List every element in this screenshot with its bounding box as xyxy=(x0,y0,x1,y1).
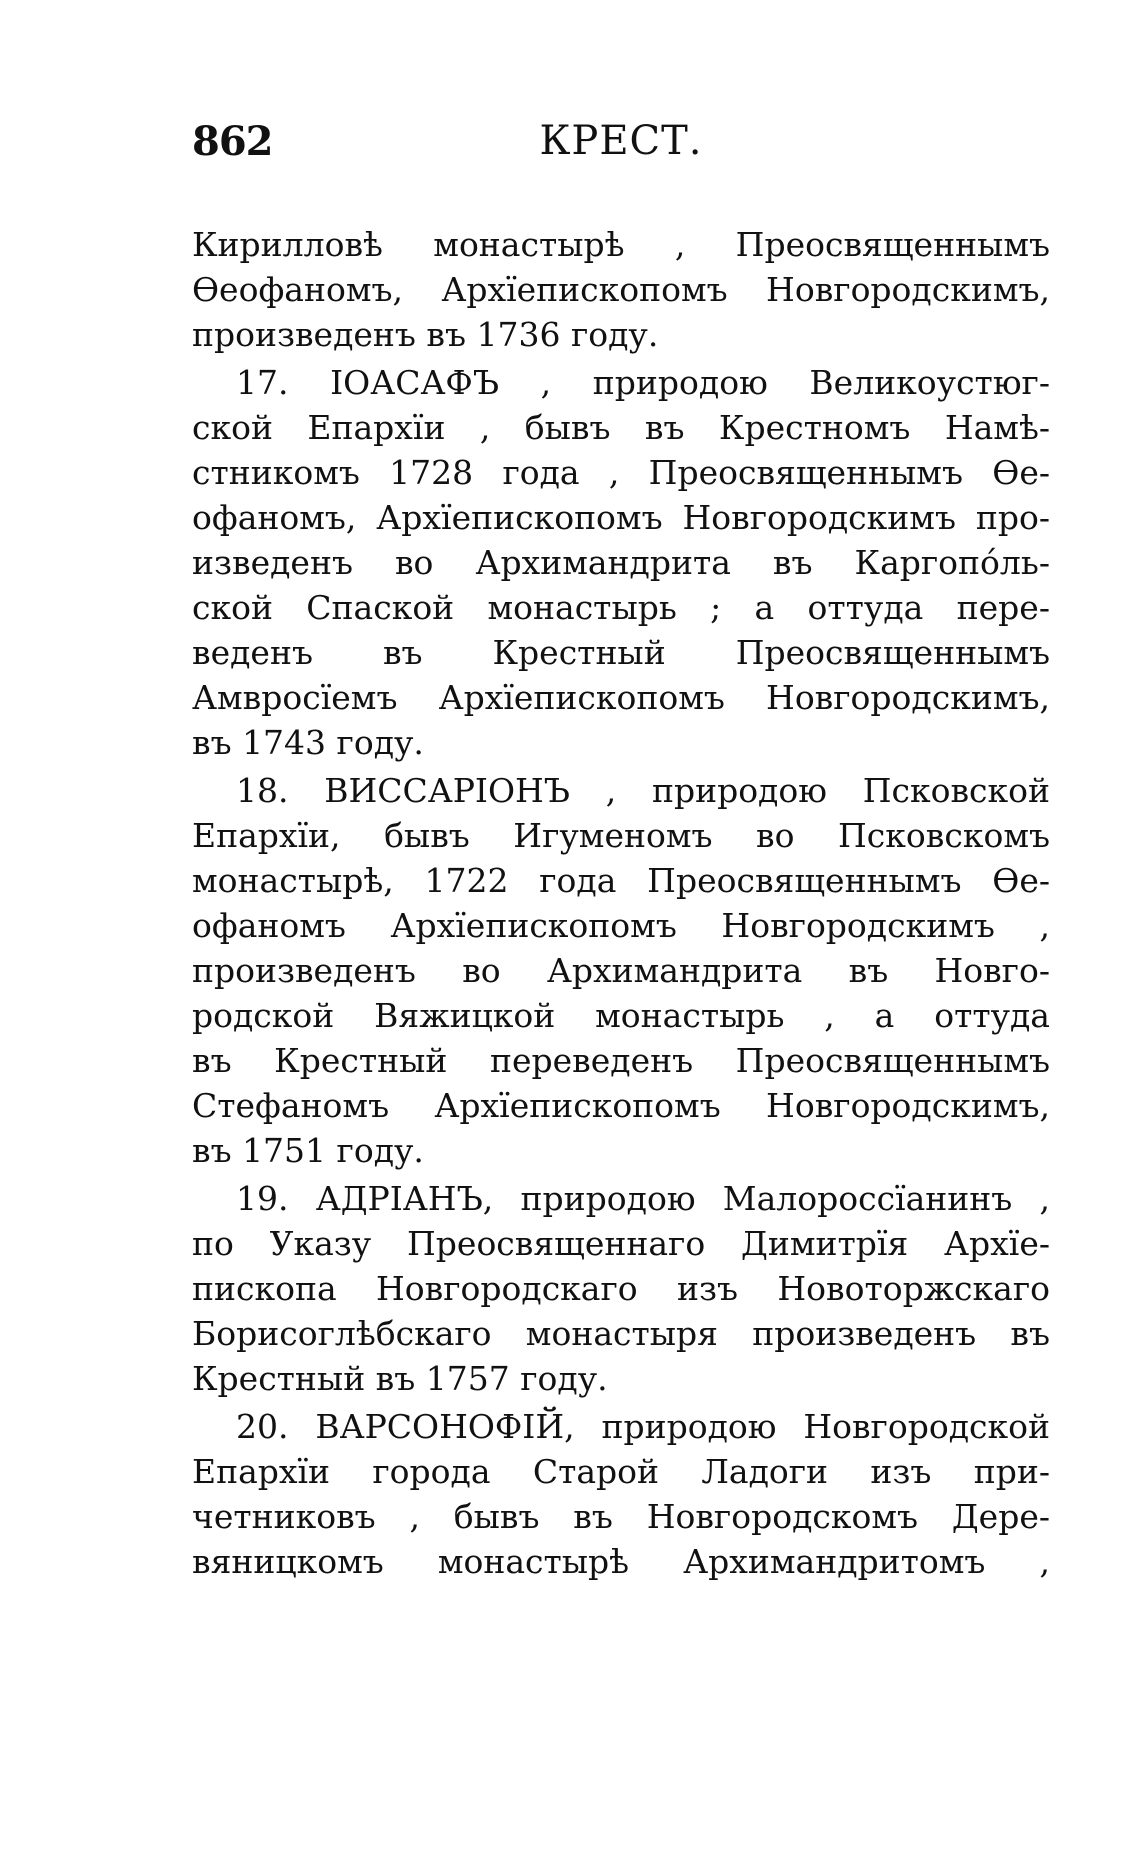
text-line: Стефаномъ Архїепископомъ Новгородскимъ, xyxy=(192,1086,1050,1125)
text-line: стникомъ 1728 года , Преосвященнымъ Ѳе- xyxy=(192,453,1050,492)
text-line: Крестный въ 1757 году. xyxy=(192,1359,608,1398)
page-number: 862 xyxy=(192,118,273,165)
text-line: веденъ въ Крестный Преосвященнымъ xyxy=(192,633,1050,672)
text-line: вяницкомъ монастырѣ Архимандритомъ , xyxy=(192,1542,1050,1581)
running-title: КРЕСТ. xyxy=(539,118,703,164)
text-line: четниковъ , бывъ въ Новгородскомъ Дере- xyxy=(192,1497,1050,1536)
text-line: въ 1751 году. xyxy=(192,1131,424,1170)
text-line: пископа Новгородскаго изъ Новоторжскаго xyxy=(192,1269,1050,1308)
text-line: 17. ІОАСАФЪ , природою Великоустюг- xyxy=(236,363,1050,402)
text-line: родской Вяжицкой монастырь , а оттуда xyxy=(192,996,1050,1035)
text-line: изведенъ во Архимандрита въ Каргопóль- xyxy=(192,543,1050,582)
text-line: офаномъ Архїепископомъ Новгородскимъ , xyxy=(192,906,1050,945)
text-line: ской Епархїи , бывъ въ Крестномъ Намѣ- xyxy=(192,408,1050,447)
text-line: офаномъ, Архїепископомъ Новгородскимъ про- xyxy=(192,498,1050,537)
text-line: Ѳеофаномъ, Архїепископомъ Новгородскимъ, xyxy=(192,270,1050,309)
text-line: по Указу Преосвященнаго Димитрїя Архїе- xyxy=(192,1224,1050,1263)
text-line: 20. ВАРСОНОФІЙ, природою Новгородской xyxy=(236,1407,1050,1446)
text-line: въ 1743 году. xyxy=(192,723,424,762)
text-line: 19. АДРІАНЪ, природою Малороссїанинъ , xyxy=(236,1179,1050,1218)
paragraph xyxy=(192,1404,1050,1584)
text-line: произведенъ въ 1736 году. xyxy=(192,315,659,354)
page-header xyxy=(192,118,1050,178)
paragraph xyxy=(192,222,1050,357)
paragraph xyxy=(192,360,1050,765)
text-line: Борисоглѣбскаго монастыря произведенъ въ xyxy=(192,1314,1050,1353)
text-line: въ Крестный переведенъ Преосвященнымъ xyxy=(192,1041,1050,1080)
paragraph xyxy=(192,768,1050,1173)
text-line: ской Спаской монастырь ; а оттуда пере- xyxy=(192,588,1050,627)
text-line: Епархїи, бывъ Игуменомъ во Псковскомъ xyxy=(192,816,1050,855)
text-line: Кирилловѣ монастырѣ , Преосвященнымъ xyxy=(192,225,1050,264)
text-line: Амвросїемъ Архїепископомъ Новгородскимъ, xyxy=(192,678,1050,717)
text-line: монастырѣ, 1722 года Преосвященнымъ Ѳе- xyxy=(192,861,1050,900)
text-line: произведенъ во Архимандрита въ Новго- xyxy=(192,951,1050,990)
text-line: 18. ВИССАРІОНЪ , природою Псковской xyxy=(236,771,1050,810)
text-line: Епархїи города Старой Ладоги изъ при- xyxy=(192,1452,1050,1491)
paragraph xyxy=(192,1176,1050,1401)
body-text xyxy=(192,222,1050,1584)
